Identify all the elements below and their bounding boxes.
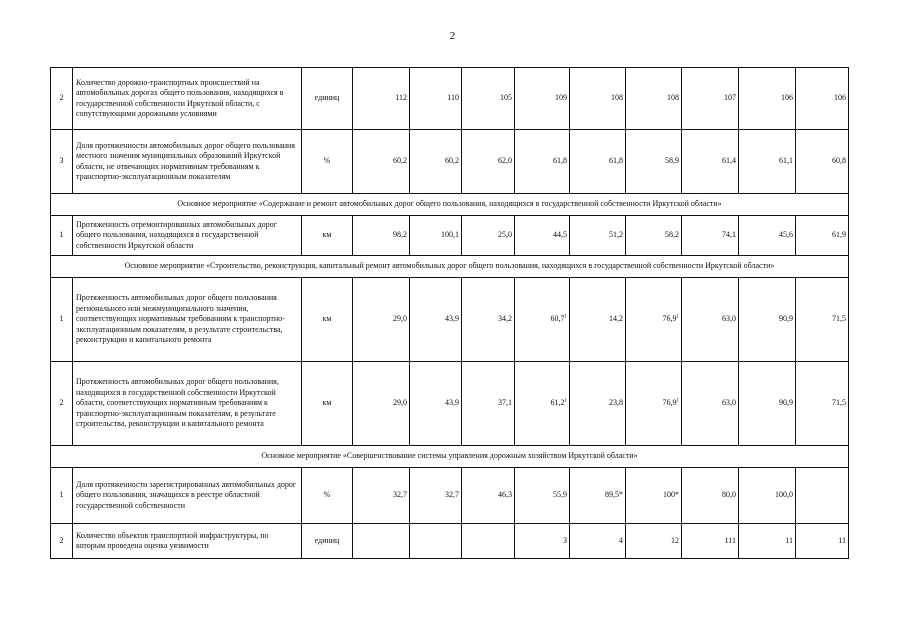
value-cell: 11: [739, 524, 796, 559]
value-cell: 37,1: [462, 362, 515, 446]
footnote-mark: 1: [564, 314, 567, 320]
row-number: 2: [51, 524, 73, 559]
value-cell: 60,2: [353, 130, 410, 194]
value-cell: 34,2: [462, 278, 515, 362]
value-cell: 63,0: [682, 278, 739, 362]
section-row: [51, 256, 849, 278]
indicators-table: [50, 67, 849, 559]
value-cell: 90,9: [739, 362, 796, 446]
unit-cell: %: [302, 468, 353, 524]
value-cell: 3: [515, 524, 570, 559]
value-cell: 61,4: [682, 130, 739, 194]
value-cell: 4: [570, 524, 626, 559]
table-row: [51, 130, 849, 194]
table-row: [51, 524, 849, 559]
value-cell: 100,0: [739, 468, 796, 524]
section-row: [51, 446, 849, 468]
row-number: 1: [51, 278, 73, 362]
value-cell: 14,2: [570, 278, 626, 362]
value-cell: 61,1: [739, 130, 796, 194]
value-cell: 100*: [626, 468, 682, 524]
table-row: [51, 468, 849, 524]
unit-cell: единиц: [302, 68, 353, 130]
section-title: Основное мероприятие «Строительство, реконструкция, капитальный ремонт автомобильных дорог общего пользования, находящихся в государственной собственности Иркутской области»: [51, 256, 849, 278]
value-cell: 106: [739, 68, 796, 130]
value-cell: 108: [570, 68, 626, 130]
indicator-name: Протяженность отремонтированных автомобильных дорог общего пользования, находящихся в государственной собственности Иркутской области: [73, 216, 302, 256]
value-cell: 11: [796, 524, 849, 559]
value-cell: 106: [796, 68, 849, 130]
indicator-name: Протяженность автомобильных дорог общего пользования, находящихся в государственной собственности Иркутской области, соответствующих нормативным требованиям к транспортно-эксплуатационным показателям, в результате строительства, реконструкции и капитального ремонта: [73, 362, 302, 446]
value-cell: 60,8: [796, 130, 849, 194]
unit-cell: км: [302, 362, 353, 446]
indicator-name: Протяженность автомобильных дорог общего пользования регионального или межмуниципального значения, соответствующих нормативным требованиям к транспортно-эксплуатационным показателям, в результате строительства, реконструкции и капитального ремонта: [73, 278, 302, 362]
value-cell: 76,9$^1$: [626, 362, 682, 446]
indicator-name: Количество дорожно-транспортных происшествий на автомобильных дорогах общего пользования, находящихся в государственной собственности Иркутской области, с сопутствующими дорожными условиями: [73, 68, 302, 130]
value-cell: 46,3: [462, 468, 515, 524]
value-cell: 43,9: [410, 362, 462, 446]
value-cell: [410, 524, 462, 559]
unit-cell: км: [302, 278, 353, 362]
table-row: [51, 68, 849, 130]
value-cell: 61,8: [515, 130, 570, 194]
value-cell: 100,1: [410, 216, 462, 256]
value-cell: 51,2: [570, 216, 626, 256]
value-cell: 25,0: [462, 216, 515, 256]
row-number: 3: [51, 130, 73, 194]
unit-cell: км: [302, 216, 353, 256]
value-cell: 105: [462, 68, 515, 130]
page-number: 2: [449, 30, 456, 42]
value-cell: 90,9: [739, 278, 796, 362]
value-cell: 61,8: [570, 130, 626, 194]
value-cell: 29,0: [353, 362, 410, 446]
indicator-name: Доля протяженности автомобильных дорог общего пользования местного значения муниципальных образований Иркутской области, не отвечающих нормативным требованиям к транспортно-эксплуатационным показателям: [73, 130, 302, 194]
table-row: [51, 216, 849, 256]
value-cell: 71,5: [796, 362, 849, 446]
value-cell: 43,9: [410, 278, 462, 362]
unit-cell: %: [302, 130, 353, 194]
indicator-name: Количество объектов транспортной инфраструктуры, по которым проведена оценка уязвимости: [73, 524, 302, 559]
value-cell: [796, 468, 849, 524]
value-cell: [353, 524, 410, 559]
value-cell: 89,5*: [570, 468, 626, 524]
value-cell: 107: [682, 68, 739, 130]
value-cell: 109: [515, 68, 570, 130]
unit-cell: единиц: [302, 524, 353, 559]
value-cell: 58,9: [626, 130, 682, 194]
value-cell: 80,0: [682, 468, 739, 524]
footnote-mark: 1: [676, 314, 679, 320]
value-cell: 63,0: [682, 362, 739, 446]
value-cell: 76,9$^1$: [626, 278, 682, 362]
indicator-name: Доля протяженности зарегистрированных автомобильных дорог общего пользования, значащихся в реестре областной государственной собственности: [73, 468, 302, 524]
row-number: 2: [51, 362, 73, 446]
value-cell: 61,9: [796, 216, 849, 256]
value-cell: 98,2: [353, 216, 410, 256]
table-row: [51, 278, 849, 362]
value-cell: 44,5: [515, 216, 570, 256]
value-cell: 62,0: [462, 130, 515, 194]
section-row: [51, 194, 849, 216]
row-number: 1: [51, 216, 73, 256]
value-cell: 45,6: [739, 216, 796, 256]
footnote-mark: 1: [564, 398, 567, 404]
table-row: [51, 362, 849, 446]
value-cell: 58,2: [626, 216, 682, 256]
section-title: Основное мероприятие «Содержание и ремонт автомобильных дорог общего пользования, находящихся в государственной собственности Иркутской области»: [51, 194, 849, 216]
value-cell: 112: [353, 68, 410, 130]
value-cell: 55,9: [515, 468, 570, 524]
footnote-mark: 1: [676, 398, 679, 404]
value-cell: 74,1: [682, 216, 739, 256]
value-cell: 71,5: [796, 278, 849, 362]
value-cell: 110: [410, 68, 462, 130]
value-cell: [462, 524, 515, 559]
section-title: Основное мероприятие «Совершенствование системы управления дорожным хозяйством Иркутской области»: [51, 446, 849, 468]
row-number: 2: [51, 68, 73, 130]
value-cell: 60,2: [410, 130, 462, 194]
row-number: 1: [51, 468, 73, 524]
value-cell: 111: [682, 524, 739, 559]
value-cell: 32,7: [353, 468, 410, 524]
value-cell: 32,7: [410, 468, 462, 524]
value-cell: 12: [626, 524, 682, 559]
value-cell: 23,8: [570, 362, 626, 446]
value-cell: 108: [626, 68, 682, 130]
value-cell: 60,7$^1$: [515, 278, 570, 362]
value-cell: 61,2$^1$: [515, 362, 570, 446]
value-cell: 29,0: [353, 278, 410, 362]
